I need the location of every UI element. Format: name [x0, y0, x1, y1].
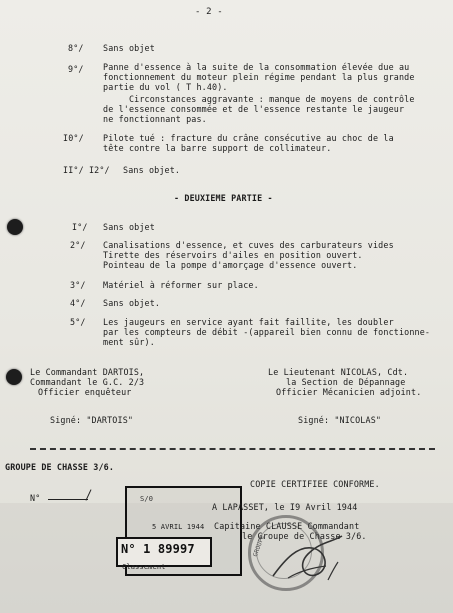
punch-hole: [7, 219, 23, 235]
number-label: N°: [30, 493, 41, 503]
part-two-title: - DEUXIEME PARTIE -: [174, 193, 273, 203]
item-text: de l'essence consommée et de l'essence restante le jaugeur: [103, 104, 405, 114]
item-text: Les jaugeurs en service ayant fait faillite, les doubler: [103, 317, 394, 327]
item-text: Sans objet.: [123, 165, 181, 175]
item-text: Matériel à réformer sur place.: [103, 280, 259, 290]
item-number: 3°/: [70, 280, 86, 290]
left-signatory-line: Le Commandant DARTOIS,: [30, 367, 145, 377]
item-text: Sans objet: [103, 43, 155, 53]
item-number: I°/: [72, 222, 88, 232]
item-text: ne fonctionnant pas.: [103, 114, 207, 124]
right-signatory-line: la Section de Dépannage: [286, 377, 406, 387]
group-header: GROUPE DE CHASSE 3/6.: [5, 462, 115, 472]
stamp-top-text: S/0: [140, 495, 154, 503]
handwritten-signature: [268, 528, 348, 588]
certification-line: COPIE CERTIFIEE CONFORME.: [250, 479, 380, 489]
item-text: fonctionnement du moteur plein régime pendant la plus grande: [103, 72, 415, 82]
item-text: Sans objet.: [103, 298, 161, 308]
left-signed: Signé: "DARTOIS": [50, 415, 134, 425]
right-signed: Signé: "NICOLAS": [298, 415, 382, 425]
left-signatory-line: Commandant le G.C. 2/3: [30, 377, 145, 387]
item-text: Circonstances aggravante : manque de moyens de contrôle: [103, 94, 415, 104]
page-number: - 2 -: [195, 7, 223, 17]
item-text: Pilote tué : fracture du crâne consécutive au choc de la: [103, 133, 394, 143]
punch-hole: [6, 369, 22, 385]
item-text: Panne d'essence à la suite de la consommation élevée due au: [103, 62, 410, 72]
item-number: 4°/: [70, 298, 86, 308]
item-text: Pointeau de la pompe d'amorçage d'essence ouvert.: [103, 260, 358, 270]
certification-line: le Groupe de Chasse 3/6.: [242, 531, 367, 541]
certification-line: Capitaine CLAUSSE Commandant: [214, 521, 360, 531]
stamp-footer: Classement: [122, 563, 166, 571]
item-number: 8°/: [68, 43, 84, 53]
item-number: II°/ I2°/: [63, 165, 110, 175]
stamp-number: N° 1 89997: [121, 542, 195, 556]
item-text: par les compteurs de débit -(appareil bien connu de fonctionne-: [103, 327, 431, 337]
right-signatory-line: Officier Mécanicien adjoint.: [276, 387, 422, 397]
number-underline: [48, 499, 88, 500]
seal-text: GROUPE: [251, 534, 267, 558]
item-number: 9°/: [68, 64, 84, 74]
item-number: 2°/: [70, 240, 86, 250]
stamp-date: 5 AVRIL 1944: [152, 523, 205, 531]
item-text: partie du vol ( T h.40).: [103, 82, 228, 92]
item-text: Canalisations d'essence, et cuves des carburateurs vides: [103, 240, 394, 250]
separator-line: [30, 448, 435, 450]
item-number: 5°/: [70, 317, 86, 327]
item-text: Sans objet: [103, 222, 155, 232]
item-text: Tirette des réservoirs d'ailes en position ouvert.: [103, 250, 363, 260]
item-number: I0°/: [63, 133, 84, 143]
right-signatory-line: Le Lieutenant NICOLAS, Cdt.: [268, 367, 409, 377]
certification-line: A LAPASSET, le I9 Avril 1944: [212, 502, 358, 512]
item-text: tête contre la barre support de collimateur.: [103, 143, 332, 153]
left-signatory-line: Officier enquêteur: [38, 387, 132, 397]
item-text: ment sûr).: [103, 337, 155, 347]
